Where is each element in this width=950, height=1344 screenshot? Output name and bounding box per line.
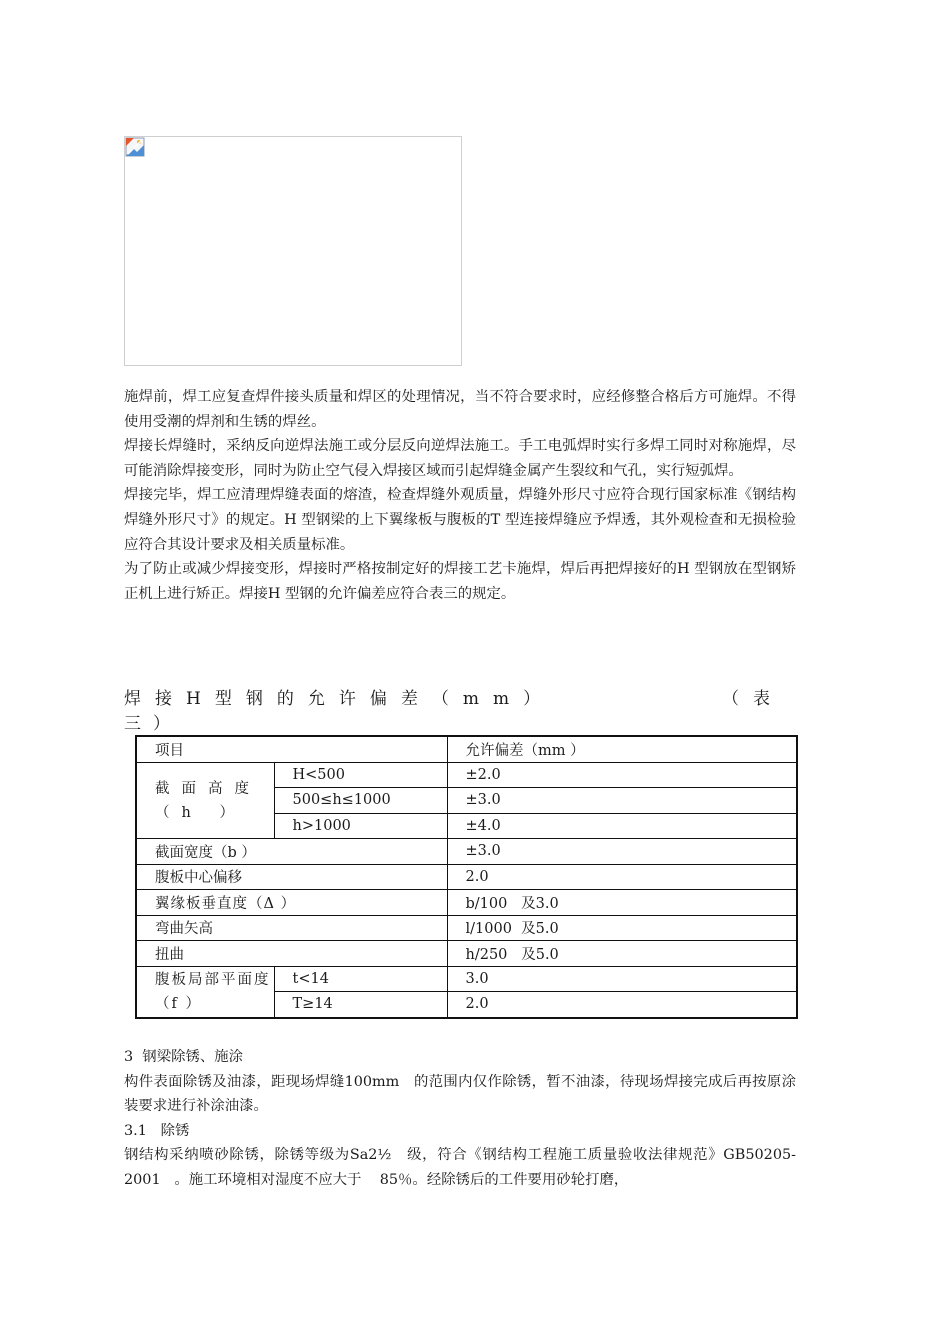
item-cell: 截面宽度（b ） [136,839,447,865]
table-row [136,915,797,941]
table-row [136,762,797,788]
value-cell: b/100 及3.0 [447,890,797,916]
item-cell: 扭曲 [136,941,447,967]
value-cell: 3.0 [447,966,797,992]
paragraph: 焊接长焊缝时，采纳反向逆焊法施工或分层反向逆焊法施工。手工电弧焊时实行多焊工同时对称施焊，尽可能消除焊接变形，同时为防止空气侵入焊接区域而引起焊缝金属产生裂纹和气孔，实行短弧焊。 [124,438,796,479]
table-header-row [136,736,797,762]
section-heading: 3 钢梁除锈、施涂 [124,1049,244,1065]
paragraph: 为了防止或减少焊接变形，焊接时严格按制定好的焊接工艺卡施焊，焊后再把焊接好的H 型钢放在型钢矫正机上进行矫正。焊接H 型钢的允许偏差应符合表三的规定。 [124,561,796,602]
header-item: 项目 [136,736,447,762]
tolerance-table [135,735,798,1019]
table-row [136,966,797,992]
table-row [136,890,797,916]
item-cell: 弯曲矢高 [136,915,447,941]
height-group-label: 截面高度（h ） [136,762,274,839]
table-row [136,864,797,890]
value-cell: ±2.0 [447,762,797,788]
value-cell: h/250 及5.0 [447,941,797,967]
paragraph: 施焊前，焊工应复查焊件接头质量和焊区的处理情况，当不符合要求时，应经修整合格后方可施焊。不得使用受潮的焊剂和生锈的焊丝。 [124,389,796,430]
table-row [136,839,797,865]
table-row [136,941,797,967]
intro-text [124,385,796,606]
section-text [124,1045,796,1193]
table-caption-number: （表 [722,689,784,709]
header-tolerance: 允许偏差（mm ） [447,736,797,762]
broken-image-icon [125,137,145,157]
condition-cell: t<14 [274,966,447,992]
value-cell: 2.0 [447,992,797,1018]
value-cell: ±3.0 [447,788,797,814]
condition-cell: T≥14 [274,992,447,1018]
item-cell: 腹板中心偏移 [136,864,447,890]
value-cell: 2.0 [447,864,797,890]
value-cell: l/1000 及5.0 [447,915,797,941]
condition-cell: H<500 [274,762,447,788]
flatness-group-label: 腹板局部平面度（f ） [136,966,274,1018]
image-placeholder [124,136,462,366]
subsection-heading: 3.1 除锈 [124,1122,190,1139]
condition-cell: h>1000 [274,813,447,839]
value-cell: ±4.0 [447,813,797,839]
table-caption [124,684,784,710]
paragraph: 钢结构采纳喷砂除锈，除锈等级为Sa2½ 级，符合《钢结构工程施工质量验收法律规范》GB50205-2001 。施工环境相对湿度不应大于 85％。经除锈后的工件要用砂轮打磨， [124,1147,796,1188]
condition-cell: 500≤h≤1000 [274,788,447,814]
table-caption-title: 焊接H型钢的允许偏差（mm） [124,689,555,709]
value-cell: ±3.0 [447,839,797,865]
paragraph: 焊接完毕，焊工应清理焊缝表面的熔渣，检查焊缝外观质量，焊缝外形尺寸应符合现行国家标准《钢结构焊缝外形尺寸》的规定。H 型钢梁的上下翼缘板与腹板的T 型连接焊缝应予焊透，其外观检查和无损检验应符合其设计要求及相关质量标准。 [124,487,796,553]
table-caption-wrap: 三） [124,714,182,734]
paragraph: 构件表面除锈及油漆，距现场焊缝100mm 的范围内仅作除锈，暂不油漆，待现场焊接完成后再按原涂装要求进行补涂油漆。 [124,1073,796,1115]
item-cell: 翼缘板垂直度（Δ ） [136,890,447,916]
